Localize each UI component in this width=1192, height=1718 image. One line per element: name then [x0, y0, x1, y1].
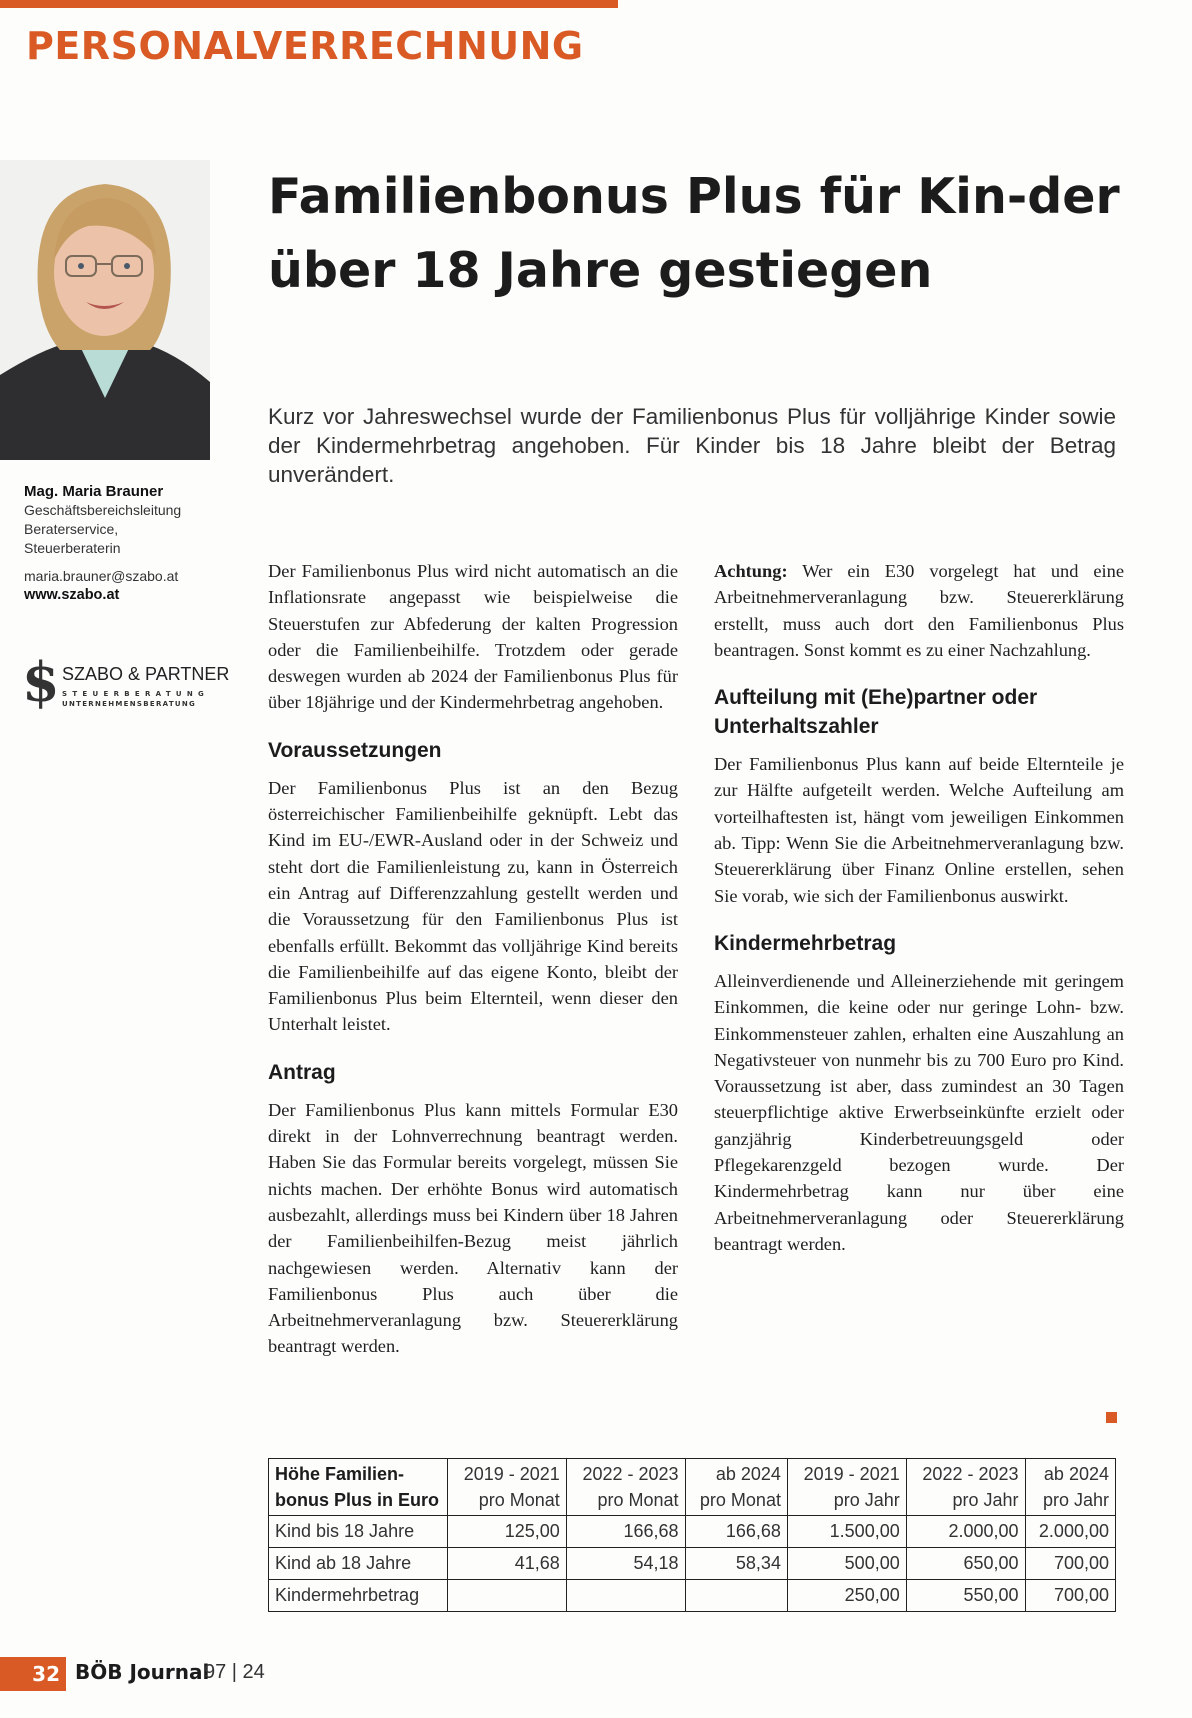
- familienbonus-table: [268, 1458, 1116, 1612]
- table-row: [269, 1516, 1116, 1548]
- table-header: ab 2024 pro Jahr: [1025, 1459, 1115, 1516]
- table-cell: Kindermehrbetrag: [269, 1580, 448, 1612]
- table-cell: [566, 1580, 685, 1612]
- company-logo: [22, 650, 230, 722]
- author-role: Beraterservice,: [24, 521, 119, 537]
- table-cell: 500,00: [787, 1548, 906, 1580]
- table-cell: 54,18: [566, 1548, 685, 1580]
- journal-name: BÖB Journal: [75, 1660, 210, 1684]
- table-cell: 700,00: [1025, 1580, 1115, 1612]
- article-lead: Kurz vor Jahreswechsel wurde der Familienbonus Plus für volljährige Kinder sowie der Kindermehrbetrag angehoben. Für Kinder bis 18 Jahre bleibt der Betrag unverändert.: [268, 404, 1116, 487]
- author-box: [24, 482, 214, 605]
- section-paragraph: Der Familienbonus Plus kann auf beide Elternteile je zur Hälfte aufgeteilt werden. Welche Aufteilung am vorteilhaftesten ist, hängt vom jeweiligen Einkommen ab. Tipp: Wenn Sie die Arbeitnehmerveranlagung bzw. Steuererklärung über Finanz Online erstellen, sehen Sie vorab, wie sich der Familienbonus auswirkt.: [714, 754, 1124, 906]
- table-cell: 2.000,00: [906, 1516, 1025, 1548]
- dollar-logo-icon: $: [22, 650, 60, 714]
- attention-text: Wer ein E30 vorgelegt hat und eine Arbeitnehmerveranlagung bzw. Steuererklärung erstellt, muss auch dort den Familienbonus Plus beantragen. Sonst kommt es zu einer Nachzahlung.: [714, 561, 1124, 660]
- section-paragraph: Der Familienbonus Plus kann mittels Formular E30 direkt in der Lohnverrechnung beantragt werden. Haben Sie das Formular bereits vorgelegt, müssen Sie nichts machen. Der erhöhte Bonus wird automatisch ausbezahlt, allerdings muss bei Kindern über 18 Jahren der Familienbeihilfen-Bezug meist jährlich nachgewiesen werden. Alternativ kann der Familienbonus Plus auch über die Arbeitnehmerveranlagung bzw. Steuererklärung beantragt werden.: [268, 1099, 678, 1357]
- page-footer: [0, 1657, 320, 1691]
- table-header-row: [269, 1459, 1116, 1516]
- journal-issue: 97 | 24: [204, 1661, 265, 1683]
- table-row: [269, 1580, 1116, 1612]
- article-column-left: [268, 558, 678, 1380]
- table-header: 2019 - 2021 pro Jahr: [787, 1459, 906, 1516]
- table-header: 2022 - 2023 pro Monat: [566, 1459, 685, 1516]
- attention-paragraph: [714, 558, 1124, 663]
- table-header: ab 2024 pro Monat: [685, 1459, 787, 1516]
- section-heading: Aufteilung mit (Ehe)partner oder Unterhaltszahler: [714, 686, 1038, 739]
- table-cell: 125,00: [448, 1516, 567, 1548]
- table-row: [269, 1548, 1116, 1580]
- logo-name: SZABO & PARTNER: [62, 664, 230, 684]
- article-title: Familienbonus Plus für Kin-der über 18 Jahre gestiegen: [268, 168, 1120, 299]
- table-cell: 58,34: [685, 1548, 787, 1580]
- end-mark: [1106, 1412, 1117, 1423]
- table-cell: Kind bis 18 Jahre: [269, 1516, 448, 1548]
- author-role: Steuerberaterin: [24, 540, 121, 556]
- table-cell: 700,00: [1025, 1548, 1115, 1580]
- logo-tagline: UNTERNEHMENSBERATUNG: [62, 700, 197, 708]
- table-cell: [685, 1580, 787, 1612]
- section-heading: Kindermehrbetrag: [714, 931, 897, 955]
- table-cell: 1.500,00: [787, 1516, 906, 1548]
- table-cell: 2.000,00: [1025, 1516, 1115, 1548]
- intro-paragraph: Der Familienbonus Plus wird nicht automatisch an die Inflationsrate angepasst wie beispielweise die Steuerstufen zur Abfederung der kalten Progression oder die Familienbeihilfe. Trotzdem oder gerade deswegen wurden ab 2024 der Familienbonus Plus für über 18jährige und der Kindermehrbetrag angehoben.: [268, 561, 678, 713]
- section-heading: Antrag: [268, 1060, 336, 1084]
- author-photo: [0, 160, 210, 460]
- table-header: 2019 - 2021 pro Monat: [448, 1459, 567, 1516]
- section-paragraph: Alleinverdienende und Alleinerziehende mit geringem Einkommen, die keine oder nur geringe Lohn- bzw. Einkommensteuer zahlen, erhalten eine Auszahlung an Negativsteuer von nunmehr bis zu 700 Euro pro Kind. Voraussetzung ist aber, dass zumindest an 30 Tagen steuerpflichtige aktive Erwerbseinkünfte erzielt oder ganzjährig Kinderbetreuungsgeld oder Pflegekarenzgeld bezogen wurde. Der Kindermehrbetrag kann nur über eine Arbeitnehmerveranlagung oder Steuererklärung beantragt werden.: [714, 970, 1124, 1254]
- table-cell: 41,68: [448, 1548, 567, 1580]
- table-header: Höhe Familien- bonus Plus in Euro: [269, 1459, 448, 1516]
- table-cell: 550,00: [906, 1580, 1025, 1612]
- table-cell: 166,68: [566, 1516, 685, 1548]
- table-cell: [448, 1580, 567, 1612]
- table-cell: Kind ab 18 Jahre: [269, 1548, 448, 1580]
- section-paragraph: Der Familienbonus Plus ist an den Bezug österreichischer Familienbeihilfe geknüpft. Lebt das Kind im EU-/EWR-Ausland oder in der Schweiz und steht dort die Familienleistung zu, kann in Österreich ein Antrag auf Differenzzahlung gestellt werden und die Voraussetzung für den Familienbonus Plus ist ebenfalls erfüllt. Bekommt das volljährige Kind bereits die Familienbeihilfe auf das eigene Konto, bleibt der Familienbonus Plus beim Elternteil, wenn dieser den Unterhalt leistet.: [268, 777, 678, 1035]
- article-column-right: [714, 558, 1124, 1277]
- author-email[interactable]: maria.brauner@szabo.at: [24, 568, 179, 584]
- logo-tagline: STEUERBERATUNG: [62, 690, 210, 698]
- author-website[interactable]: www.szabo.at: [24, 587, 120, 603]
- top-accent-bar: [0, 0, 618, 8]
- section-heading: Voraussetzungen: [268, 738, 442, 762]
- table-cell: 650,00: [906, 1548, 1025, 1580]
- table-cell: 166,68: [685, 1516, 787, 1548]
- section-title: PERSONALVERRECHNUNG: [26, 24, 584, 68]
- attention-label: Achtung:: [714, 561, 788, 581]
- table-header: 2022 - 2023 pro Jahr: [906, 1459, 1025, 1516]
- author-role: Geschäftsbereichsleitung: [24, 502, 182, 518]
- page-number: 32: [0, 1657, 66, 1691]
- author-name: Mag. Maria Brauner: [24, 483, 164, 500]
- table-cell: 250,00: [787, 1580, 906, 1612]
